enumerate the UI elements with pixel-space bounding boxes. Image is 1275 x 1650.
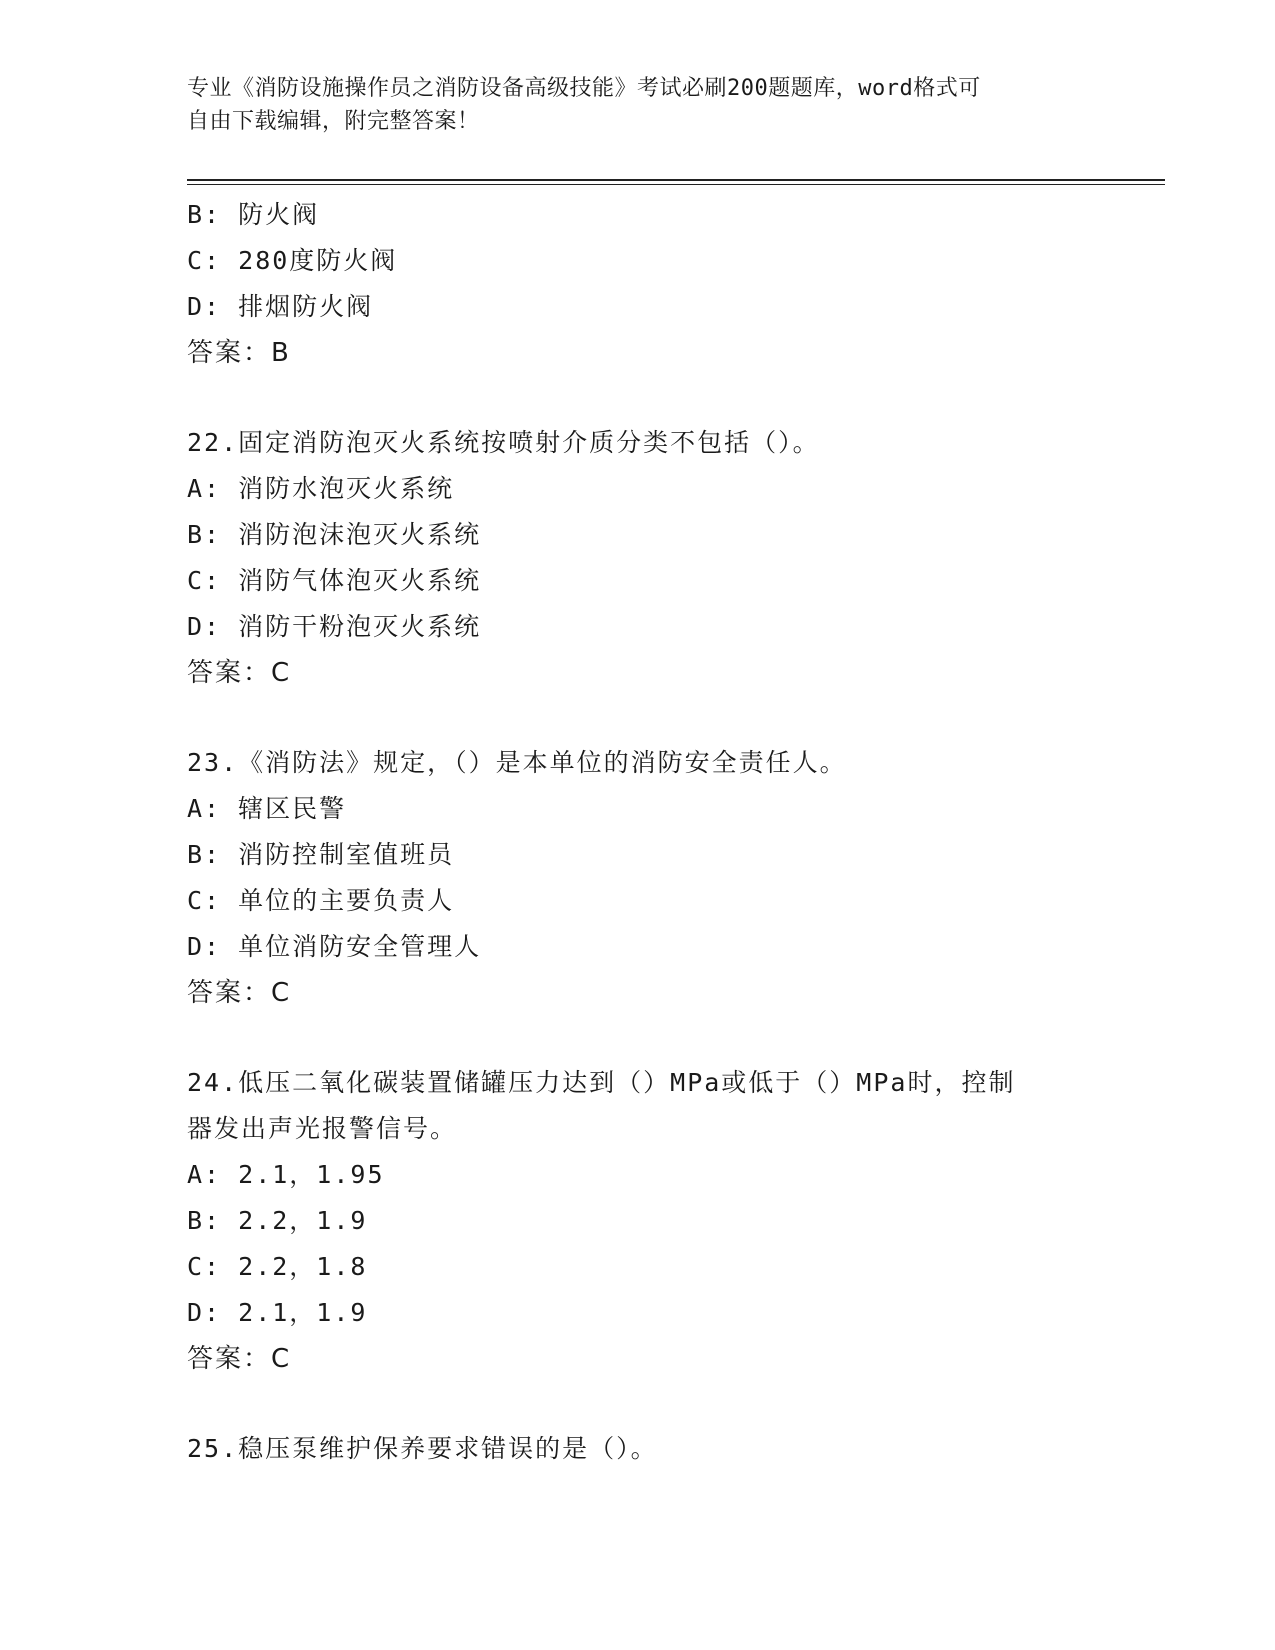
option-c: C: 消防气体泡灭火系统 <box>187 566 482 595</box>
option-b: B: 2.2，1.9 <box>187 1206 368 1235</box>
option-a: A: 辖区民警 <box>187 794 347 823</box>
option-b: B: 防火阀 <box>187 200 320 229</box>
question-24 <box>187 1060 1067 1382</box>
question-stem-line-2: 器发出声光报警信号。 <box>187 1114 458 1143</box>
header-line-1: 专业《消防设施操作员之消防设备高级技能》考试必刷200题题库，word格式可 <box>187 76 981 101</box>
option-b: B: 消防泡沫泡灭火系统 <box>187 520 482 549</box>
answer: 答案：C <box>187 1344 292 1374</box>
option-d: D: 排烟防火阀 <box>187 292 374 321</box>
answer: 答案：C <box>187 978 292 1008</box>
question-stem: 23.《消防法》规定，（）是本单位的消防安全责任人。 <box>187 748 847 777</box>
document-header <box>187 72 1067 138</box>
question-22 <box>187 420 1067 696</box>
answer: 答案：B <box>187 338 291 368</box>
option-a: A: 2.1，1.95 <box>187 1160 385 1189</box>
header-divider-thick <box>187 179 1165 181</box>
option-c: C: 2.2，1.8 <box>187 1252 368 1281</box>
option-b: B: 消防控制室值班员 <box>187 840 455 869</box>
header-divider-thin <box>187 184 1165 185</box>
question-stem-line-1: 24.低压二氧化碳装置储罐压力达到（）MPa或低于（）MPa时，控制 <box>187 1068 1016 1097</box>
option-d: D: 单位消防安全管理人 <box>187 932 482 961</box>
question-stem: 22.固定消防泡灭火系统按喷射介质分类不包括（）。 <box>187 428 820 457</box>
option-d: D: 消防干粉泡灭火系统 <box>187 612 482 641</box>
question-list <box>187 192 1067 1472</box>
option-a: A: 消防水泡灭火系统 <box>187 474 455 503</box>
question-25 <box>187 1426 1067 1472</box>
question-23 <box>187 740 1067 1016</box>
option-c: C: 单位的主要负责人 <box>187 886 455 915</box>
question-stem: 25.稳压泵维护保养要求错误的是（）。 <box>187 1434 658 1463</box>
question-21-tail <box>187 192 1067 376</box>
answer: 答案：C <box>187 658 292 688</box>
option-d: D: 2.1，1.9 <box>187 1298 368 1327</box>
option-c: C: 280度防火阀 <box>187 246 398 275</box>
header-line-2: 自由下载编辑，附完整答案！ <box>187 109 480 134</box>
